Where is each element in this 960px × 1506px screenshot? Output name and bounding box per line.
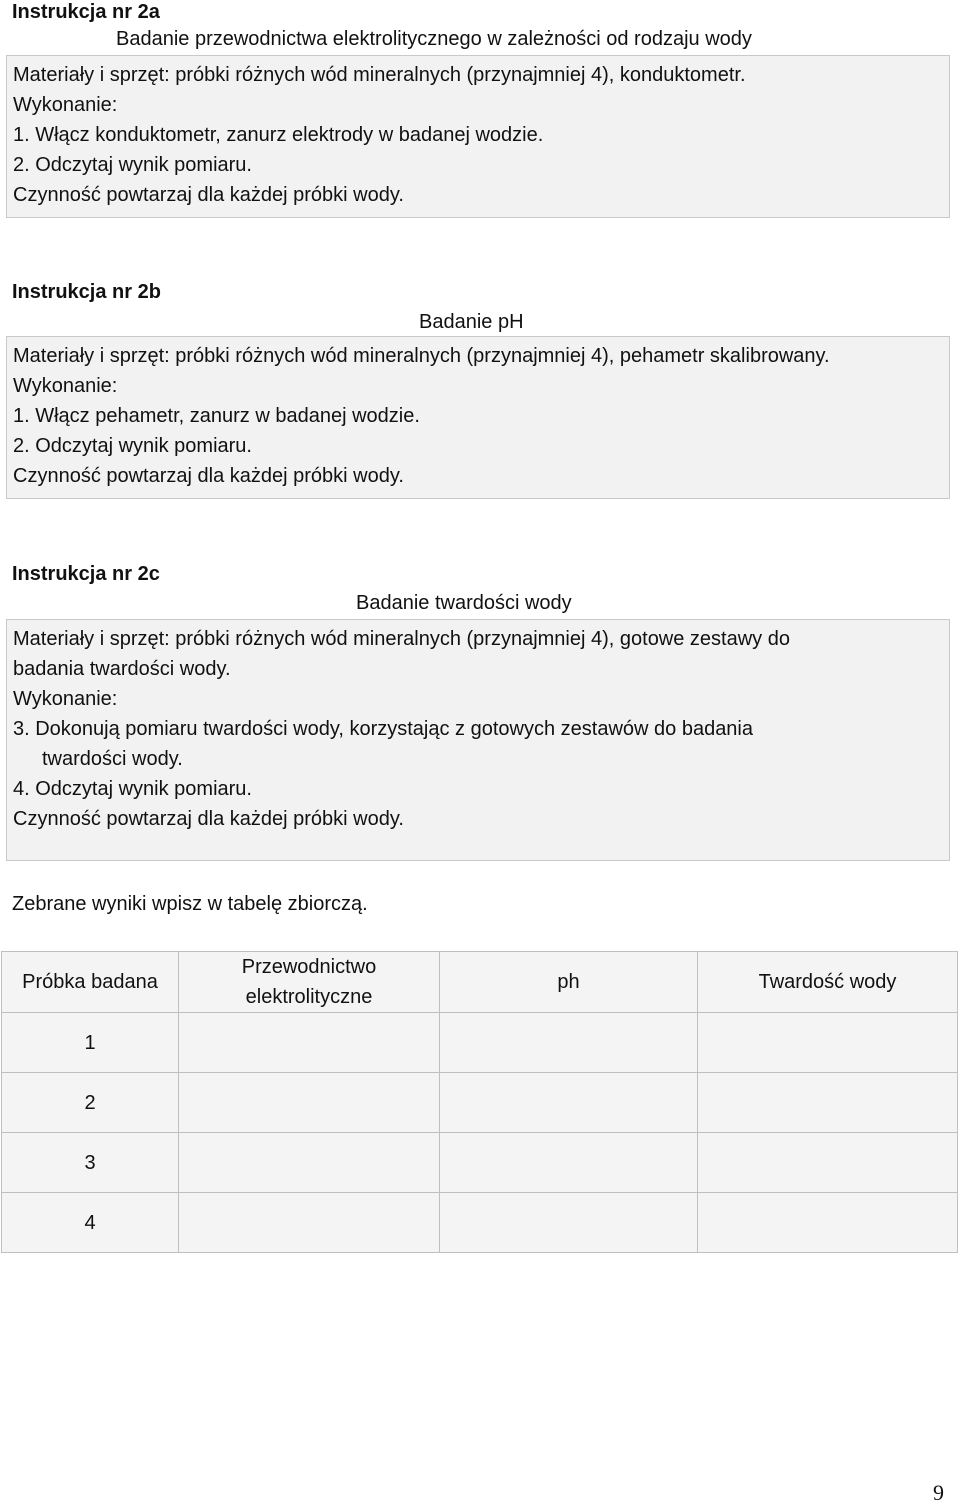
materials-line: Materiały i sprzęt: próbki różnych wód mineralnych (przynajmniej 4), pehametr skalibrowany.	[13, 345, 830, 367]
materials-line: Materiały i sprzęt: próbki różnych wód mineralnych (przynajmniej 4), konduktometr.	[13, 64, 746, 86]
sample-number: 3	[2, 1133, 179, 1193]
section-a-subtitle: Badanie przewodnictwa elektrolitycznego w zależności od rodzaju wody	[116, 28, 752, 50]
section-b-heading: Instrukcja nr 2b	[12, 281, 161, 303]
procedure-label: Wykonanie:	[13, 375, 118, 397]
step-line: 4. Odczytaj wynik pomiaru.	[13, 778, 252, 800]
header-hardness: Twardość wody	[698, 952, 958, 1013]
hardness-cell[interactable]	[698, 1193, 958, 1253]
section-b-subtitle: Badanie pH	[419, 311, 524, 333]
step-line-cont: twardości wody.	[42, 748, 183, 770]
table-row	[2, 1133, 958, 1193]
table-row	[2, 1013, 958, 1073]
table-header-row	[2, 952, 958, 1013]
hardness-cell[interactable]	[698, 1133, 958, 1193]
ph-cell[interactable]	[440, 1073, 698, 1133]
page-number: 9	[933, 1480, 944, 1505]
header-conductivity	[179, 952, 440, 1013]
table-row	[2, 1073, 958, 1133]
results-table	[1, 951, 958, 1253]
section-a-box	[6, 55, 950, 218]
hardness-cell[interactable]	[698, 1013, 958, 1073]
materials-line: Materiały i sprzęt: próbki różnych wód mineralnych (przynajmniej 4), gotowe zestawy do	[13, 628, 790, 650]
materials-line-cont: badania twardości wody.	[13, 658, 231, 680]
section-c-subtitle: Badanie twardości wody	[356, 592, 572, 614]
sample-number: 4	[2, 1193, 179, 1253]
section-b-box	[6, 336, 950, 499]
repeat-line: Czynność powtarzaj dla każdej próbki wody.	[13, 184, 404, 206]
conductivity-cell[interactable]	[179, 1133, 440, 1193]
ph-cell[interactable]	[440, 1193, 698, 1253]
sample-number: 1	[2, 1013, 179, 1073]
step-line: 1. Włącz pehametr, zanurz w badanej wodzie.	[13, 405, 420, 427]
step-line: 1. Włącz konduktometr, zanurz elektrody w badanej wodzie.	[13, 124, 544, 146]
conductivity-cell[interactable]	[179, 1073, 440, 1133]
table-instruction: Zebrane wyniki wpisz w tabelę zbiorczą.	[12, 893, 368, 915]
ph-cell[interactable]	[440, 1133, 698, 1193]
sample-number: 2	[2, 1073, 179, 1133]
repeat-line: Czynność powtarzaj dla każdej próbki wody.	[13, 808, 404, 830]
section-c-box	[6, 619, 950, 861]
step-line: 2. Odczytaj wynik pomiaru.	[13, 435, 252, 457]
step-line: 2. Odczytaj wynik pomiaru.	[13, 154, 252, 176]
header-conductivity-label: Przewodnictwo elektrolityczne	[241, 956, 377, 1008]
ph-cell[interactable]	[440, 1013, 698, 1073]
header-sample: Próbka badana	[2, 952, 179, 1013]
procedure-label: Wykonanie:	[13, 94, 118, 116]
table-row	[2, 1193, 958, 1253]
hardness-cell[interactable]	[698, 1073, 958, 1133]
repeat-line: Czynność powtarzaj dla każdej próbki wody.	[13, 465, 404, 487]
procedure-label: Wykonanie:	[13, 688, 118, 710]
conductivity-cell[interactable]	[179, 1193, 440, 1253]
conductivity-cell[interactable]	[179, 1013, 440, 1073]
step-line: 3. Dokonują pomiaru twardości wody, korzystając z gotowych zestawów do badania	[13, 718, 753, 740]
section-c-heading: Instrukcja nr 2c	[12, 563, 160, 585]
section-a-heading: Instrukcja nr 2a	[12, 1, 160, 23]
header-ph: ph	[440, 952, 698, 1013]
